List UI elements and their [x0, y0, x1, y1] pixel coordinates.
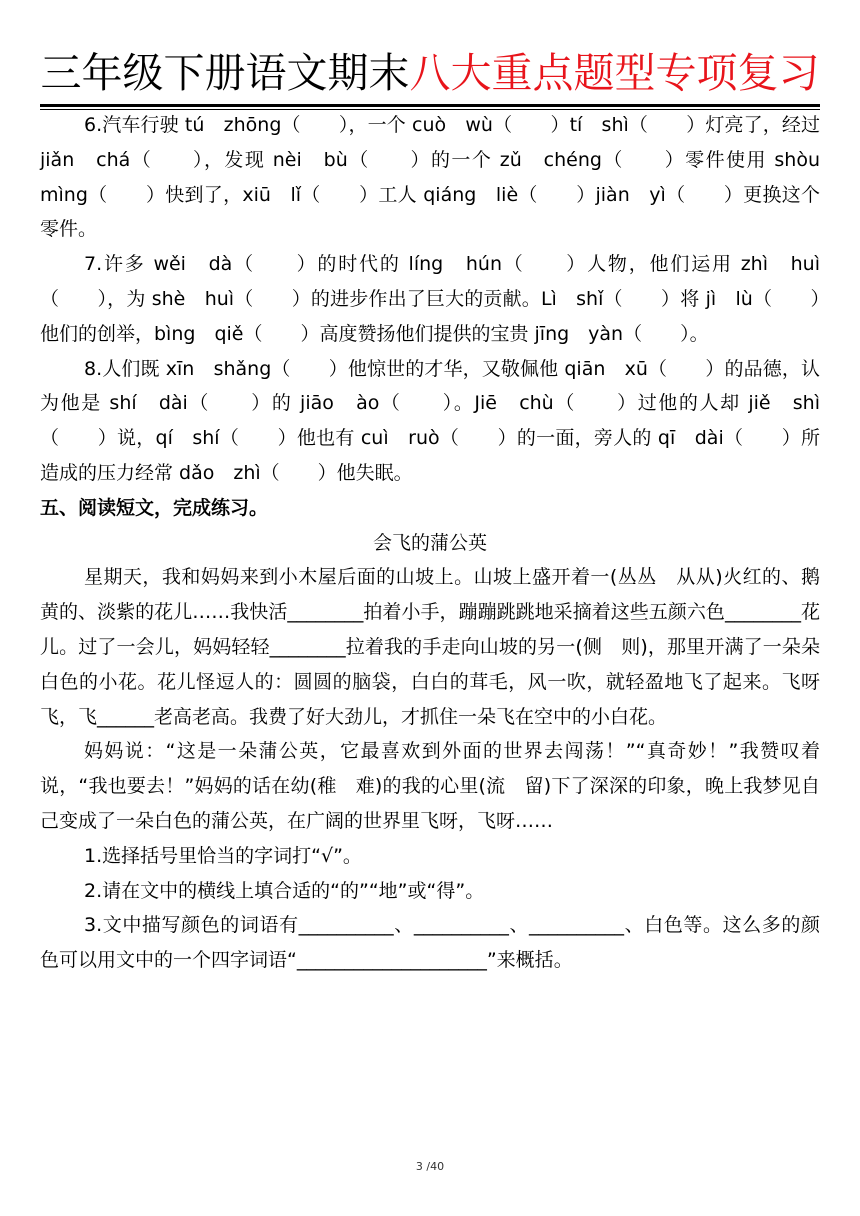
task-2: 2.请在文中的横线上填合适的“的”“地”或“得”。 — [84, 879, 485, 902]
task-1: 1.选择括号里恰当的字词打“√”。 — [84, 844, 362, 867]
passage-paragraph-2: 妈妈说：“这是一朵蒲公英，它最喜欢到外面的世界去闯荡！”“真奇妙！”我赞叹着说，“我也要去！”妈妈的话在幼(稚 难)的我的心里(流 留)下了深深的印象，晚上我梦见自己变成了一朵白色的蒲公英，在广阔的世界里飞呀，飞呀…… — [40, 740, 820, 832]
question-6: 6.汽车行驶 tú zhōng（ ），一个 cuò wù（ ）tí shì（ ）灯亮了，经过 jiǎn chá（ ），发现 nèi bù（ ）的一个 zǔ chéng（ ）零件使用 shòu mìng（ ）快到了，xiū lǐ（ ）工人 qiáng liè（ ）jiàn yì（ ）更换这个零件。 — [40, 114, 840, 241]
question-7: 7.许多 wěi dà（ ）的时代的 líng hún（ ）人物，他们运用 zhì huì（ ），为 shè huì（ ）的进步作出了巨大的贡献。Lì shǐ（ ）将 jì lù（ ）他们的创举，bìng qiě（ ）高度赞扬他们提供的宝贵 jīng yàn（ ）。 — [40, 253, 820, 345]
title-black: 三年级下册语文期末 — [40, 49, 410, 97]
section-heading: 五、阅读短文，完成练习。 — [40, 496, 269, 519]
task-3: 3.文中描写颜色的词语有__________、__________、__________、白色等。这么多的颜色可以用文中的一个四字词语“____________________”来概括。 — [40, 914, 820, 972]
page-content — [40, 108, 840, 978]
title-red: 八大重点题型专项复习 — [409, 49, 820, 97]
passage-title: 会飞的蒲公英 — [372, 531, 487, 554]
page-number: 3 /40 — [415, 1160, 445, 1173]
question-8: 8.人们既 xīn shǎng（ ）他惊世的才华，又敬佩他 qiān xū（ ）的品德，认为他是 shí dài（ ）的 jiāo ào（ ）。Jiē chù（ ）过他的人却 jiě shì（ ）说，qí shí（ ）他也有 cuì ruò（ ）的一面，旁人的 qī dài（ ）所造成的压力经常 dǎo zhì（ ）他失眠。 — [40, 357, 820, 484]
title-rule-thick — [40, 104, 820, 107]
passage-paragraph-1: 星期天，我和妈妈来到小木屋后面的山坡上。山坡上盛开着一(丛丛 从从)火红的、鹅黄的、淡紫的花儿……我快活________拍着小手，蹦蹦跳跳地采摘着这些五颜六色________花儿。过了一会儿，妈妈轻轻________拉着我的手走向山坡的另一(侧 则)，那里开满了一朵朵白色的小花。花儿怪逗人的：圆圆的脑袋，白白的茸毛，风一吹，就轻盈地飞了起来。飞呀飞，飞______老高老高。我费了好大劲儿，才抓住一朵飞在空中的小白花。 — [40, 566, 820, 728]
page-title — [0, 44, 860, 102]
